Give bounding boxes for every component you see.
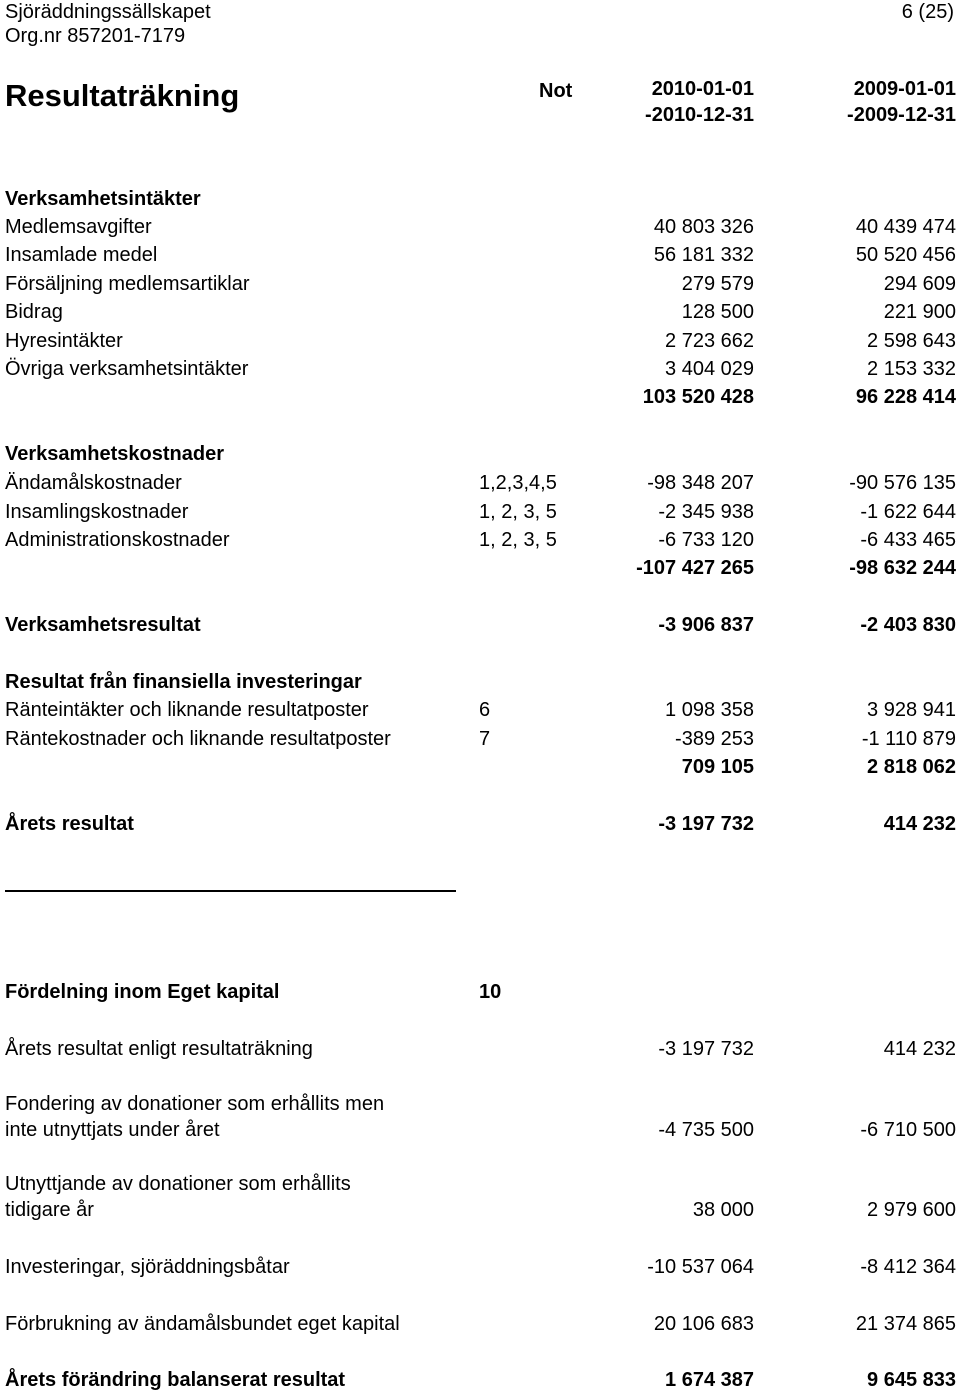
value-2010: 56 181 332 — [653, 244, 754, 266]
value-2010: -107 427 265 — [636, 557, 754, 579]
value-2009: 2 598 643 — [867, 330, 956, 352]
table-row — [0, 1090, 960, 1118]
table-row — [0, 469, 960, 497]
value-2009: 294 609 — [883, 273, 956, 295]
row-label: Övriga verksamhetsintäkter — [5, 358, 249, 380]
table-row — [0, 668, 960, 696]
value-2010: 103 520 428 — [642, 386, 754, 408]
value-2009: 3 928 941 — [867, 699, 956, 721]
value-2009: 9 645 833 — [867, 1369, 956, 1391]
value-2010: -2 345 938 — [658, 501, 754, 523]
table-row — [0, 526, 960, 554]
row-label: Insamlade medel — [5, 244, 158, 266]
row-note: 6 — [479, 699, 491, 721]
value-2010: 128 500 — [681, 301, 754, 323]
period-2009-end: -2009-12-31 — [847, 104, 956, 126]
value-2010: -3 906 837 — [658, 614, 754, 636]
table-row — [0, 1366, 960, 1394]
value-2009: -90 576 135 — [849, 472, 956, 494]
organization-number: Org.nr 857201-7179 — [5, 25, 186, 47]
row-note: 10 — [479, 981, 502, 1003]
row-label: Verksamhetskostnader — [5, 443, 225, 465]
row-label: Försäljning medlemsartiklar — [5, 273, 250, 295]
value-2009: 21 374 865 — [855, 1313, 956, 1335]
value-2009: 2 818 062 — [867, 756, 956, 778]
row-label: Årets resultat enligt resultaträkning — [5, 1038, 313, 1060]
value-2009: -1 622 644 — [860, 501, 956, 523]
row-label: Utnyttjande av donationer som erhållits — [5, 1173, 351, 1195]
row-label: Verksamhetsintäkter — [5, 188, 201, 210]
value-2009: -6 433 465 — [860, 529, 956, 551]
row-label: Hyresintäkter — [5, 330, 123, 352]
value-2010: 279 579 — [681, 273, 754, 295]
value-2009: -2 403 830 — [860, 614, 956, 636]
value-2010: 709 105 — [681, 756, 754, 778]
row-label: Räntekostnader och liknande resultatposter — [5, 728, 391, 750]
organization-name: Sjöräddningssällskapet — [5, 1, 211, 23]
table-row — [0, 355, 960, 383]
row-label: Fondering av donationer som erhållits men — [5, 1093, 385, 1115]
table-row — [0, 611, 960, 639]
value-2009: 40 439 474 — [855, 216, 956, 238]
table-row — [0, 1196, 960, 1224]
row-label: Ändamålskostnader — [5, 472, 182, 494]
row-note: 7 — [479, 728, 491, 750]
period-2010-start: 2010-01-01 — [651, 78, 754, 100]
page-title: Resultaträkning — [5, 78, 240, 113]
table-row — [0, 696, 960, 724]
table-row — [0, 213, 960, 241]
row-label: Medlemsavgifter — [5, 216, 152, 238]
value-2010: 38 000 — [692, 1199, 754, 1221]
value-2009: 414 232 — [883, 813, 956, 835]
section-divider — [5, 890, 456, 892]
value-2010: 1 098 358 — [665, 699, 754, 721]
row-label: Verksamhetsresultat — [5, 614, 201, 636]
value-2010: -3 197 732 — [658, 1038, 754, 1060]
value-2010: 1 674 387 — [665, 1369, 754, 1391]
value-2010: 40 803 326 — [653, 216, 754, 238]
row-label: Administrationskostnader — [5, 529, 230, 551]
row-label: Förbrukning av ändamålsbundet eget kapital — [5, 1313, 400, 1335]
table-row — [0, 753, 960, 781]
row-note: 1,2,3,4,5 — [479, 472, 557, 494]
row-label: tidigare år — [5, 1199, 94, 1221]
value-2009: -6 710 500 — [860, 1119, 956, 1141]
row-label: Resultat från finansiella investeringar — [5, 671, 362, 693]
value-2009: 96 228 414 — [855, 386, 956, 408]
table-row — [0, 241, 960, 269]
table-row — [0, 1170, 960, 1198]
value-2009: 221 900 — [883, 301, 956, 323]
value-2010: -10 537 064 — [647, 1256, 754, 1278]
value-2009: 2 979 600 — [867, 1199, 956, 1221]
table-row — [0, 298, 960, 326]
period-2010-end: -2010-12-31 — [645, 104, 754, 126]
table-row — [0, 1310, 960, 1338]
value-2009: 2 153 332 — [867, 358, 956, 380]
value-2009: -1 110 879 — [861, 728, 956, 750]
row-note: 1, 2, 3, 5 — [479, 529, 557, 551]
row-label: Ränteintäkter och liknande resultatposter — [5, 699, 369, 721]
note-column-header: Not — [539, 80, 573, 102]
table-row — [0, 270, 960, 298]
table-row — [0, 810, 960, 838]
page-number: 6 (25) — [901, 1, 954, 23]
row-label: Insamlingskostnader — [5, 501, 189, 523]
value-2010: -6 733 120 — [658, 529, 754, 551]
table-row — [0, 498, 960, 526]
value-2010: -3 197 732 — [658, 813, 754, 835]
period-2009-start: 2009-01-01 — [853, 78, 956, 100]
value-2010: 20 106 683 — [653, 1313, 754, 1335]
table-row — [0, 1116, 960, 1144]
row-label: Investeringar, sjöräddningsbåtar — [5, 1256, 290, 1278]
row-label: Bidrag — [5, 301, 63, 323]
value-2009: 50 520 456 — [855, 244, 956, 266]
table-row — [0, 978, 960, 1006]
table-row — [0, 383, 960, 411]
value-2010: 2 723 662 — [665, 330, 754, 352]
table-row — [0, 440, 960, 468]
table-row — [0, 185, 960, 213]
value-2009: 414 232 — [883, 1038, 956, 1060]
row-label: inte utnyttjats under året — [5, 1119, 220, 1141]
row-label: Årets resultat — [5, 813, 134, 835]
table-row — [0, 554, 960, 582]
row-label: Årets förändring balanserat resultat — [5, 1369, 346, 1391]
value-2010: 3 404 029 — [665, 358, 754, 380]
table-row — [0, 327, 960, 355]
value-2010: -98 348 207 — [647, 472, 754, 494]
value-2010: -389 253 — [675, 728, 754, 750]
value-2009: -8 412 364 — [860, 1256, 956, 1278]
row-label: Fördelning inom Eget kapital — [5, 981, 280, 1003]
value-2010: -4 735 500 — [658, 1119, 754, 1141]
value-2009: -98 632 244 — [849, 557, 956, 579]
row-note: 1, 2, 3, 5 — [479, 501, 557, 523]
table-row — [0, 1035, 960, 1063]
table-row — [0, 1253, 960, 1281]
table-row — [0, 725, 960, 753]
